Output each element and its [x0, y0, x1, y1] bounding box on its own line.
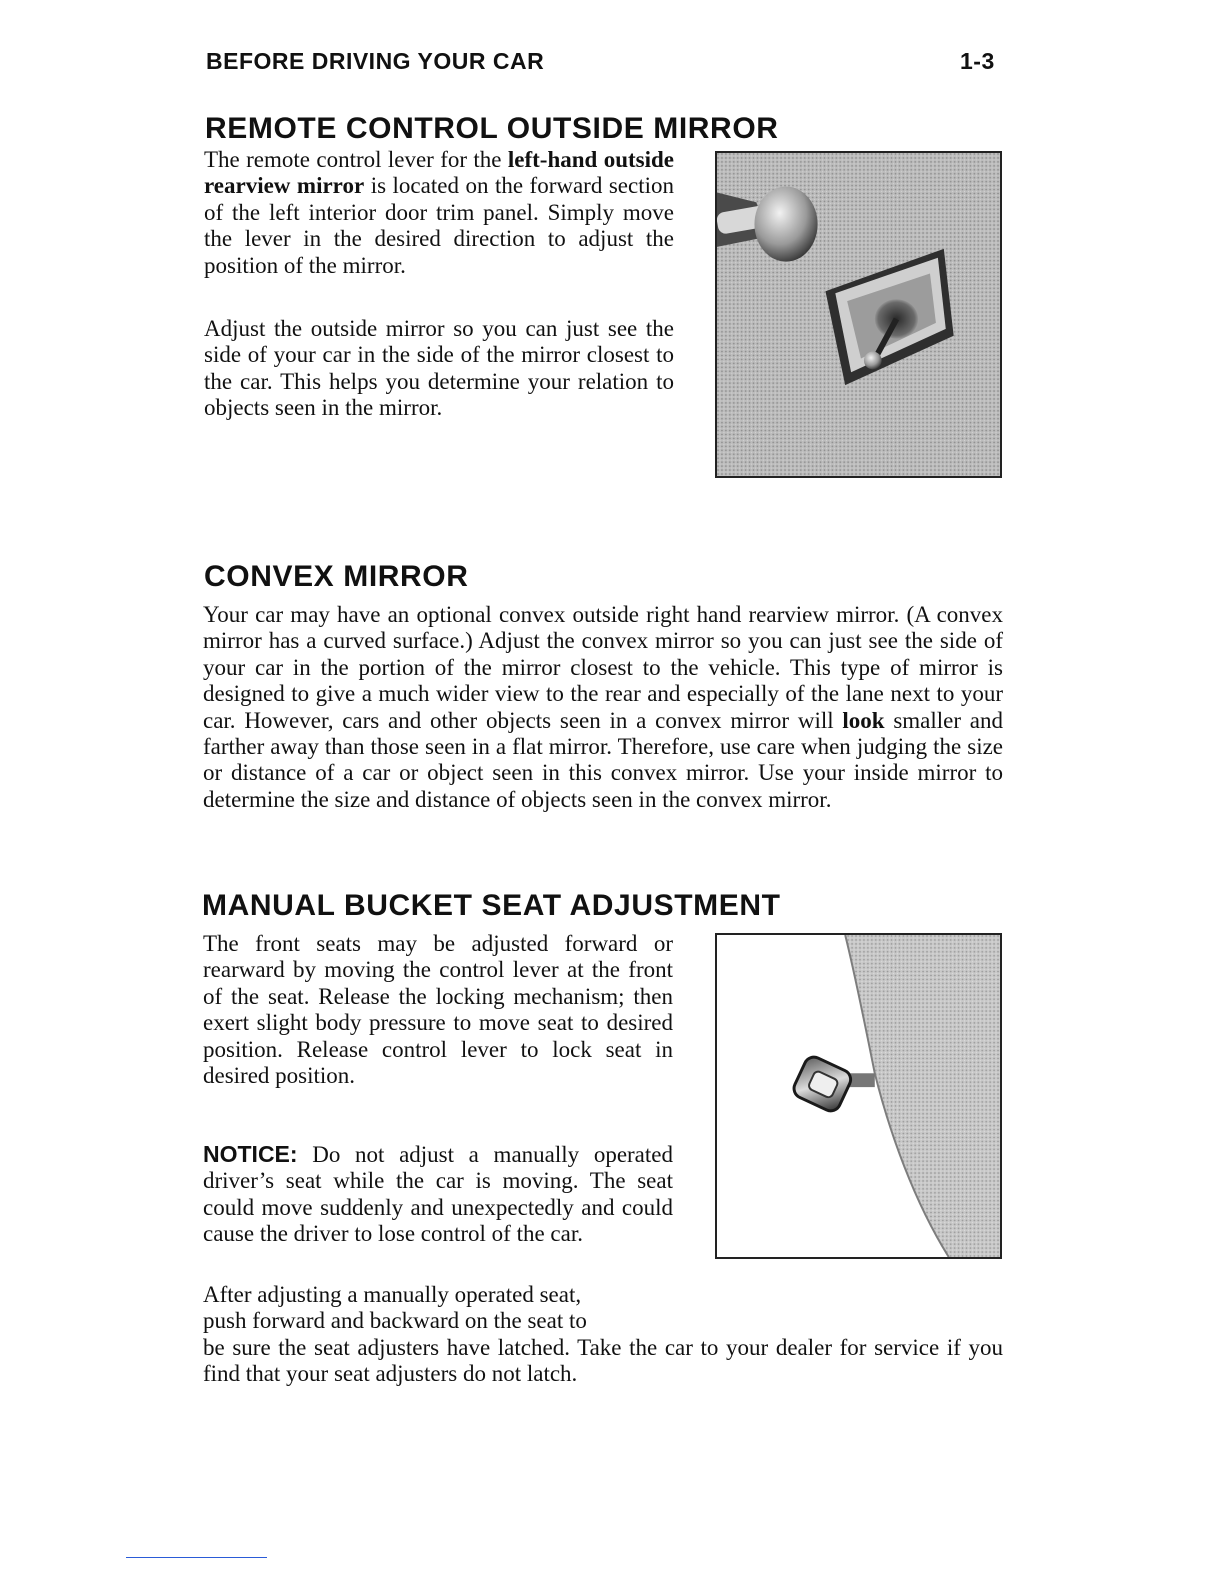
- bucket-seat-heading: MANUAL BUCKET SEAT ADJUSTMENT: [202, 889, 781, 922]
- convex-mirror-text-a: Your car may have an optional convex outside right hand rearview mirror. (A convex mirror has a curved surface.) Adjust the convex mirror so you can just see the side of your car in the portion of the mirror closest to the vehicle. This type of mirror is designed to give a much wider view to the rear and especially of the lane next to your car. However, cars and other objects seen in a convex mirror will: [203, 602, 1003, 733]
- notice-label: NOTICE:: [203, 1141, 298, 1167]
- convex-mirror-bold: look: [842, 707, 885, 733]
- remote-mirror-paragraph-1: [204, 147, 674, 279]
- remote-mirror-heading: REMOTE CONTROL OUTSIDE MIRROR: [205, 112, 779, 145]
- bucket-seat-paragraph-1: The front seats may be adjusted forward or rearward by moving the control lever at the front of the seat. Release the locking mechanism; then exert slight body pressure to move seat to desired position. Release control lever to lock seat in desired position.: [203, 931, 673, 1089]
- page-number: 1-3: [960, 48, 995, 74]
- running-header-title: BEFORE DRIVING YOUR CAR: [206, 48, 545, 74]
- bucket-seat-p3-line-1: After adjusting a manually operated seat,: [203, 1282, 582, 1307]
- bucket-seat-paragraph-3: [203, 1282, 1003, 1388]
- bucket-seat-p3-rest: be sure the seat adjusters have latched. Take the car to your dealer for service if you find that your seat adjusters do not latch.: [203, 1334, 1003, 1387]
- convex-mirror-paragraph: [203, 602, 1003, 813]
- convex-mirror-text-b: smaller and farther away than those seen in a flat mirror. Therefore, use care when judging the size or distance of a car or object seen in this convex mirror. Use your inside mirror to determine the size and distance of objects seen in the convex mirror.: [203, 707, 1004, 812]
- bucket-seat-p3-line-2: push forward and backward on the seat to: [203, 1308, 587, 1334]
- notice-text: Do not adjust a manually operated driver’s seat while the car is moving. The seat could move suddenly and unexpectedly and could cause the driver to lose control of the car.: [203, 1142, 673, 1247]
- remote-mirror-p1-text-a: The remote control lever for the: [204, 147, 508, 172]
- remote-mirror-p1-text-b: is located on the forward section of the left interior door trim panel. Simply move the lever in the desired direction to adjust the position of the mirror.: [204, 173, 674, 278]
- mirror-control-photo: [715, 151, 1002, 478]
- remote-mirror-p1-bold: left-hand outside rearview mirror: [204, 147, 674, 199]
- notice-paragraph: [203, 1141, 673, 1248]
- convex-mirror-heading: CONVEX MIRROR: [204, 560, 469, 593]
- seat-lever-photo: [715, 933, 1002, 1259]
- remote-mirror-paragraph-2: Adjust the outside mirror so you can just see the side of your car in the side of the mirror closest to the car. This helps you determine your relation to objects seen in the mirror.: [204, 316, 674, 421]
- footer-rule: [126, 1557, 267, 1558]
